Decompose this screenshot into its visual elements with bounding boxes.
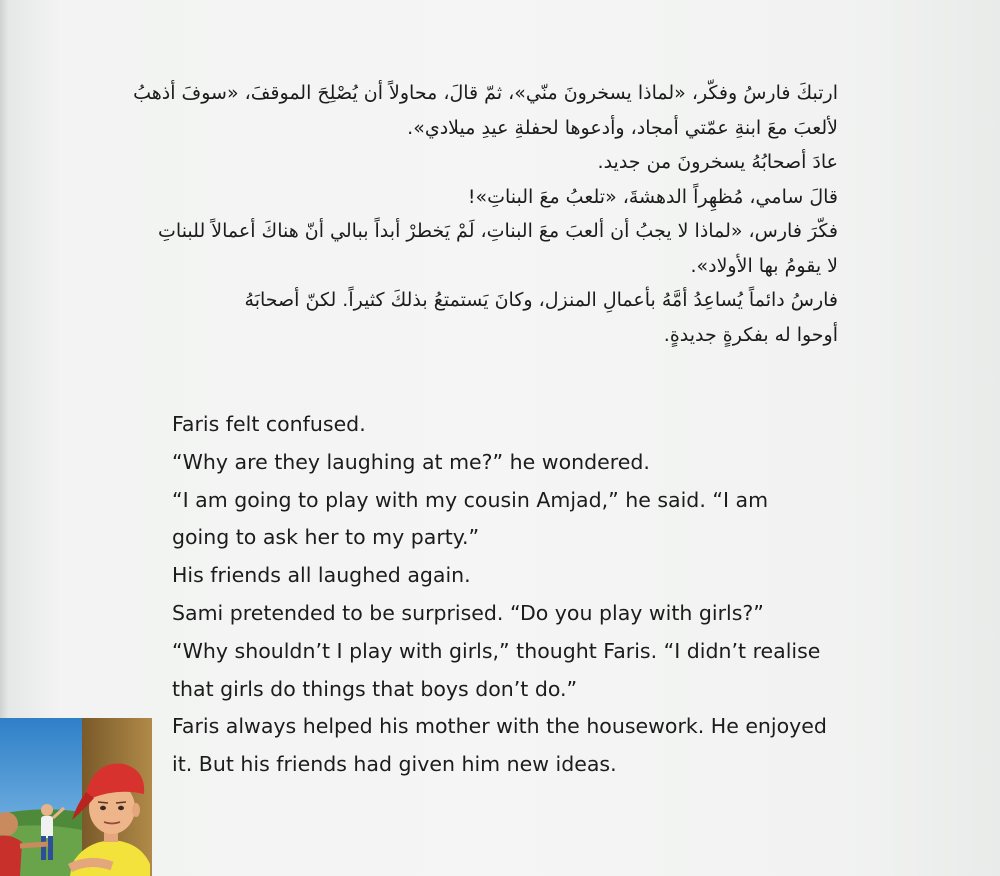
arabic-text-block — [133, 76, 838, 352]
arabic-line: فارسُ دائماً يُساعِدُ أمَّهُ بأعمالِ المنزل، وكانَ يَستمتعُ بذلكَ كثيراً. لكنّ أصحابَهُ — [244, 289, 838, 311]
arabic-line: قالَ سامي، مُظهِراً الدهشةَ، «تلعبُ معَ البناتِ»! — [467, 185, 838, 208]
arabic-line: فكّرَ فارس، «لماذا لا يجبُ أن ألعبَ معَ البناتِ، لَمْ يَخطرْ أبداً ببالي أنّ هناكَ أعمالاً للبناتِ — [158, 220, 838, 242]
arabic-line: عادَ أصحابُهُ يسخرونَ من جديد. — [597, 151, 838, 173]
arabic-line: ارتبكَ فارسُ وفكّر، «لماذا يسخرونَ منّي»، ثمّ قالَ، محاولاً أن يُصْلِحَ الموقفَ، «سوفَ أذهبُ — [133, 82, 838, 104]
english-text-block — [172, 406, 852, 784]
arabic-line: لألعبَ معَ ابنةِ عمّتي أمجاد، وأدعوها لحفلةِ عيدِ ميلادي». — [407, 116, 838, 139]
english-line: “Why are they laughing at me?” he wondered. — [172, 449, 650, 474]
english-line: Faris felt confused. — [172, 412, 366, 436]
english-line: His friends all laughed again. — [172, 563, 471, 588]
arabic-line: لا يقومُ بها الأولاد». — [690, 254, 838, 277]
english-line: that girls do things that boys don’t do.” — [172, 676, 578, 701]
english-line: it. But his friends had given him new ideas. — [172, 752, 617, 777]
english-line: “Why shouldn’t I play with girls,” thought Faris. “I didn’t realise — [172, 638, 821, 663]
english-line: going to ask her to my party.” — [172, 525, 480, 550]
english-line: Faris always helped his mother with the housework. He enjoyed — [172, 714, 827, 739]
english-line: “I am going to play with my cousin Amjad,” he said. “I am — [172, 487, 769, 512]
arabic-line: أوحوا له بفكرةٍ جديدةٍ. — [663, 323, 838, 346]
boy-with-red-cap-illustration — [0, 718, 152, 876]
english-line: Sami pretended to be surprised. “Do you play with girls?” — [172, 600, 764, 625]
